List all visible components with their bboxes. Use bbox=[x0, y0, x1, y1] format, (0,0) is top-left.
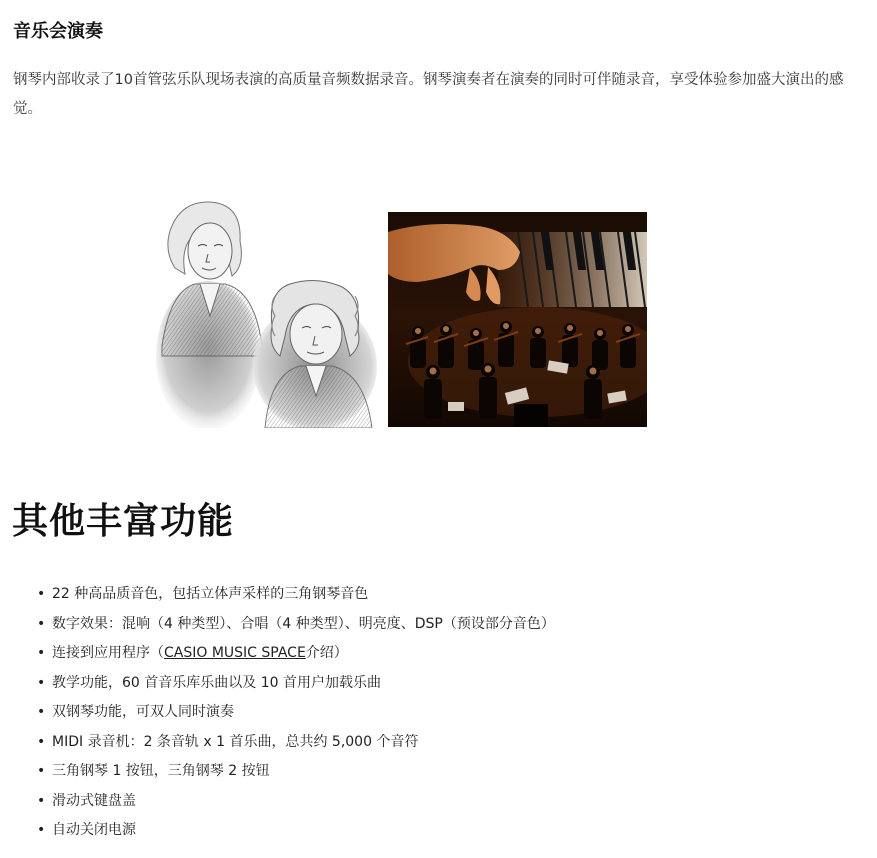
feature-list-item bbox=[0, 580, 877, 610]
features-section-heading: 其他丰富功能 bbox=[12, 501, 235, 542]
feature-text: 双钢琴功能，可双人同时演奏 bbox=[52, 704, 234, 720]
feature-list-item bbox=[0, 639, 877, 669]
bullet-icon: • bbox=[37, 822, 46, 838]
feature-text-prefix: 连接到应用程序（ bbox=[52, 645, 164, 661]
feature-list-item bbox=[0, 816, 877, 846]
bullet-icon: • bbox=[37, 645, 46, 661]
feature-list-item bbox=[0, 757, 877, 787]
bullet-icon: • bbox=[37, 704, 46, 720]
composers-portrait-image bbox=[150, 196, 380, 428]
casio-music-space-link[interactable]: CASIO MUSIC SPACE bbox=[164, 645, 306, 661]
bullet-icon: • bbox=[37, 674, 46, 691]
feature-list-item bbox=[0, 610, 877, 640]
feature-text: 自动关闭电源 bbox=[52, 822, 136, 838]
feature-text: 三角钢琴 1 按钮，三角钢琴 2 按钮 bbox=[52, 763, 270, 779]
feature-text: MIDI 录音机：2 条音轨 x 1 首乐曲，总共约 5,000 个音符 bbox=[52, 733, 419, 750]
orchestra-piano-image bbox=[388, 212, 647, 427]
feature-text: 22 种高品质音色，包括立体声采样的三角钢琴音色 bbox=[52, 586, 369, 602]
bullet-icon: • bbox=[37, 615, 46, 632]
bullet-icon: • bbox=[37, 792, 46, 809]
feature-list-item bbox=[0, 698, 877, 728]
feature-text: 滑动式键盘盖 bbox=[52, 792, 136, 809]
feature-text-suffix: 介绍） bbox=[305, 645, 348, 661]
feature-list-item bbox=[0, 787, 877, 817]
bullet-icon: • bbox=[37, 733, 46, 750]
feature-text: 数字效果：混响（4 种类型）、合唱（4 种类型）、明亮度、DSP（预设部分音色） bbox=[52, 615, 555, 632]
feature-list bbox=[0, 580, 877, 846]
feature-list-item bbox=[0, 669, 877, 699]
concert-section-heading: 音乐会演奏 bbox=[13, 21, 103, 42]
concert-description: 钢琴内部收录了10首管弦乐队现场表演的高质量音频数据录音。钢琴演奏者在演奏的同时可伴随录音，享受体验参加盛大演出的感觉。 bbox=[13, 72, 844, 117]
feature-list-item bbox=[0, 728, 877, 758]
bullet-icon: • bbox=[37, 586, 46, 602]
feature-text: 教学功能，60 首音乐库乐曲以及 10 首用户加载乐曲 bbox=[52, 674, 381, 691]
bullet-icon: • bbox=[37, 763, 46, 779]
